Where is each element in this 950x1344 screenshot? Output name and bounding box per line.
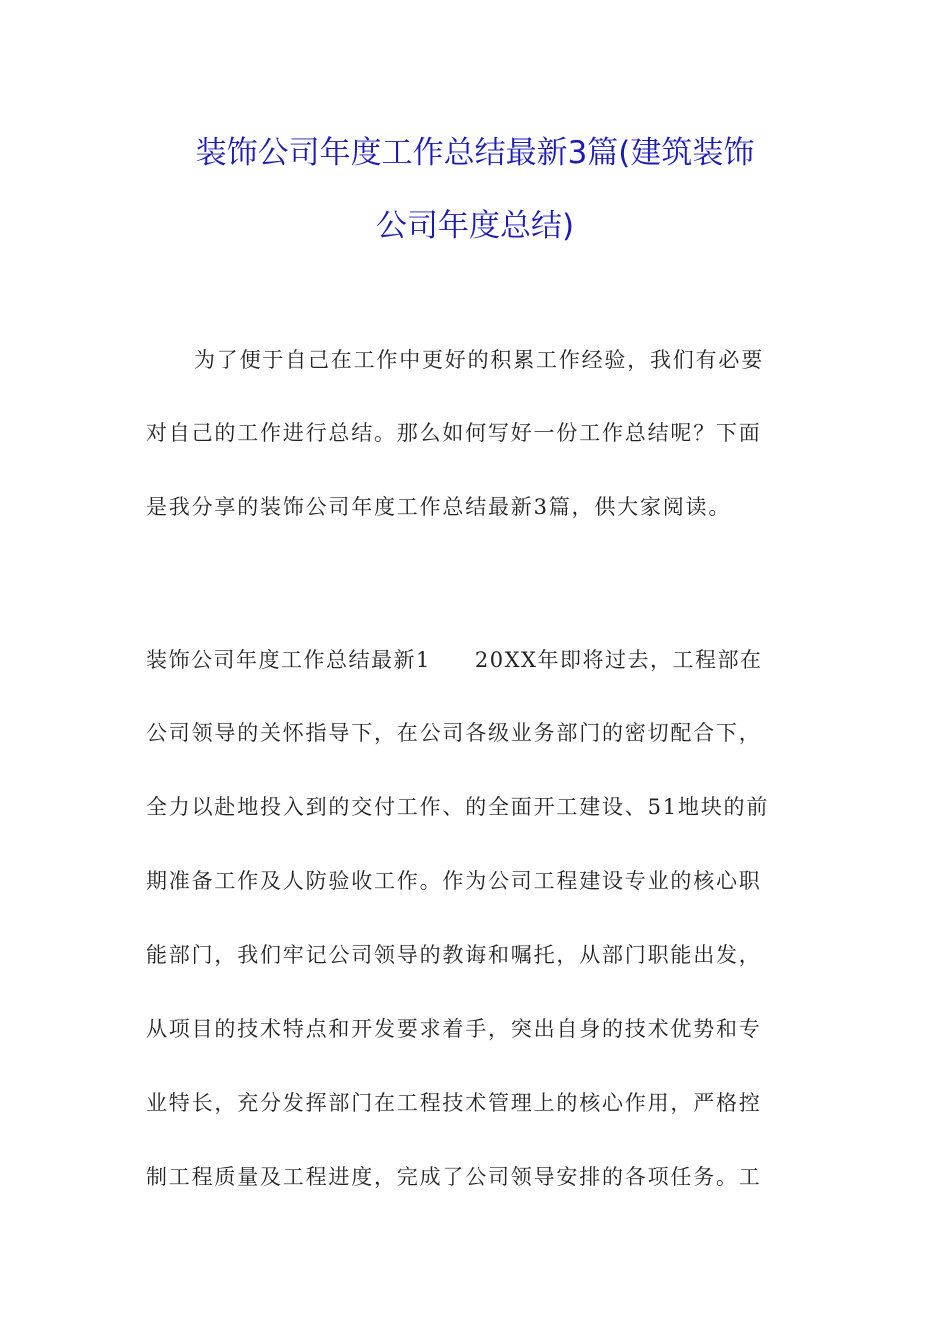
intro-line-2: 对自己的工作进行总结。那么如何写好一份工作总结呢？下面 <box>146 421 762 445</box>
intro-line-1: 为了便于自己在工作中更好的积累工作经验，我们有必要 <box>194 348 764 372</box>
body-line-3: 期准备工作及人防验收工作。作为公司工程建设专业的核心职 <box>146 869 762 893</box>
body-line-4: 能部门，我们牢记公司领导的教诲和嘱托，从部门职能出发， <box>146 943 762 967</box>
body-line-1: 公司领导的关怀指导下，在公司各级业务部门的密切配合下， <box>146 721 762 745</box>
section-first-sentence: 20XX年即将过去，工程部在 <box>474 648 763 672</box>
body-line-2: 全力以赴地投入到的交付工作、的全面开工建设、51地块的前 <box>146 795 770 819</box>
document-title-line-1: 装饰公司年度工作总结最新3篇(建筑装饰 <box>195 135 755 171</box>
body-line-6: 业特长，充分发挥部门在工程技术管理上的核心作用，严格控 <box>146 1091 762 1115</box>
body-line-5: 从项目的技术特点和开发要求着手，突出自身的技术优势和专 <box>146 1017 762 1041</box>
intro-line-3: 是我分享的装饰公司年度工作总结最新3篇，供大家阅读。 <box>146 495 732 519</box>
section-heading: 装饰公司年度工作总结最新1 <box>146 648 431 672</box>
body-line-7: 制工程质量及工程进度，完成了公司领导安排的各项任务。工 <box>146 1165 762 1189</box>
section-first-line <box>146 645 806 675</box>
document-title-line-2: 公司年度总结) <box>375 208 575 244</box>
